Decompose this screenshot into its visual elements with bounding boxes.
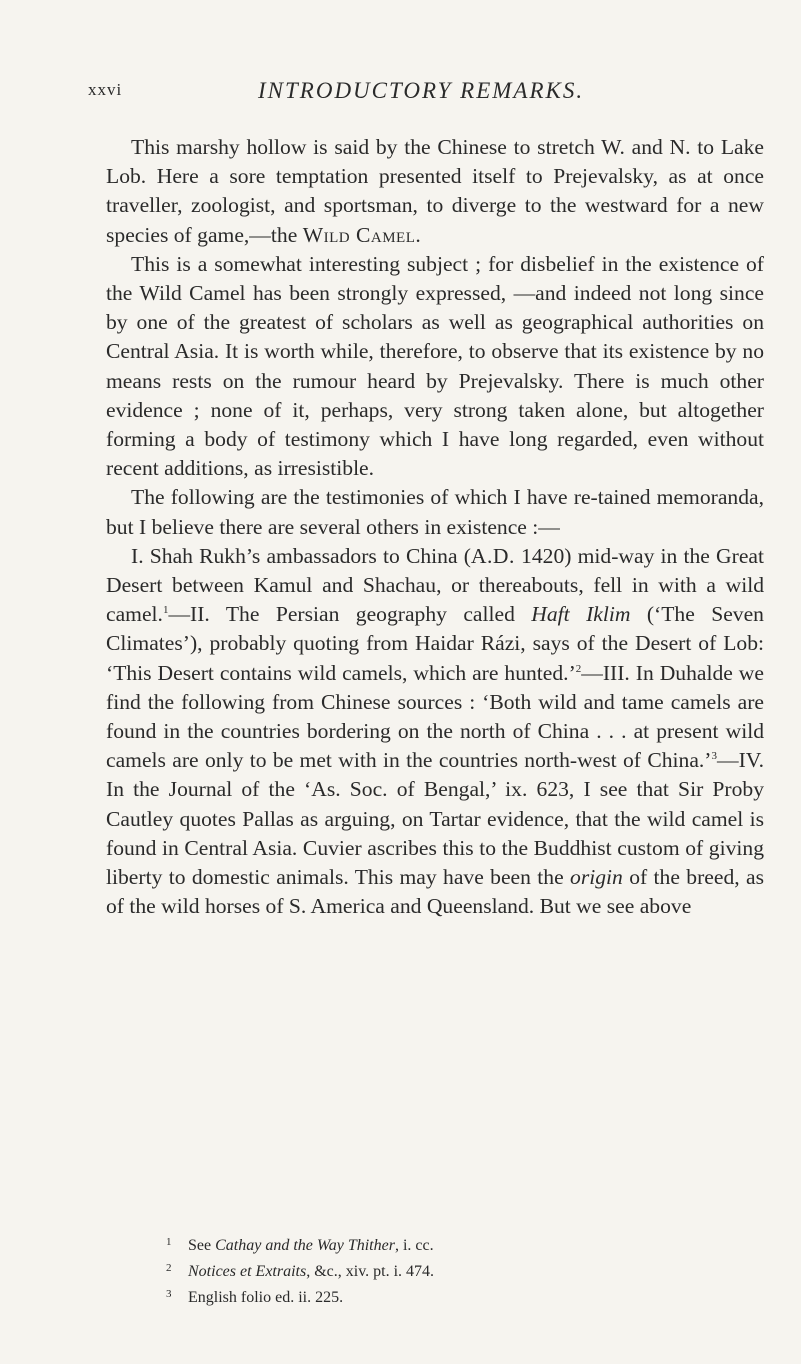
paragraph-4-text-d: (‘The Seven Climates’), probably quoting from Haidar Rázi, says of the Desert of Lob: ‘This Desert contains wild camels, which are hunted.’: [106, 602, 764, 685]
era-abbreviation: A.D.: [470, 543, 515, 568]
page-number: xxvi: [88, 80, 123, 99]
footnote-ref-3[interactable]: 3: [711, 750, 717, 763]
footnote-text: See: [188, 1237, 216, 1254]
footnote-ref-1[interactable]: 1: [162, 604, 169, 617]
footnote-2: [166, 1257, 726, 1283]
paragraph-4-text-e: —III. In Duhalde we find the following from Chinese sources : ‘Both wild and tame camels are found in the countries bordering on the north of China . . . at present wild camels are only to be met with in the countries north-west of China.’: [106, 660, 764, 773]
footnote-text: , i. cc.: [394, 1237, 434, 1254]
emphasis-origin: origin: [570, 865, 623, 890]
paragraph-3: The following are the testimonies of which I have re-tained memoranda, but I believe there are several others in existence :—: [106, 485, 764, 539]
paragraph-4-text-a: I. Shah Rukh’s ambassadors to China (: [131, 543, 471, 568]
paragraph-4-text-c: —II. The Persian geography called: [168, 602, 532, 627]
paragraph-4-text-b: 1420) mid-way in the Great Desert between Kamul and Shachau, or thereabouts, fell in with a wild camel.: [106, 543, 764, 627]
paragraph-2: This is a somewhat interesting subject ; for disbelief in the existence of the Wild Camel has been strongly expressed, —and indeed not long since by one of the greatest of scholars as well as geographical authorities on Central Asia. It is worth while, therefore, to observe that its existence by no means rests on the rumour heard by Prejevalsky. There is much other evidence ; none of it, perhaps, very strong taken alone, but altogether forming a body of testimony which I have long regarded, even without recent additions, as irresistible.: [106, 251, 764, 481]
paragraph-1-end: .: [415, 222, 421, 247]
paragraph-4-text-f: —IV. In the Journal of the ‘As. Soc. of Bengal,’ ix. 623, I see that Sir Proby Cautley quotes Pallas as arguing, on Tartar evidence, that the wild camel is found in Central Asia. Cuvier ascribes this to the Buddhist custom of giving liberty to domestic animals. This may have been the: [106, 748, 764, 890]
page-header: [88, 78, 741, 110]
paragraph-1: [106, 133, 764, 250]
footnote-title: Notices et Extraits: [188, 1263, 307, 1280]
footnote-text: , &c., xiv. pt. i. 474.: [306, 1263, 435, 1280]
footnote-ref-2[interactable]: 2: [575, 662, 582, 675]
title-haft-iklim: Haft Iklim: [531, 602, 631, 627]
body-text: [106, 133, 764, 921]
footnote-text: English folio ed. ii. 225.: [188, 1289, 344, 1306]
running-head: INTRODUCTORY REMARKS.: [258, 78, 585, 103]
footnote-mark: 2: [166, 1262, 172, 1274]
footnotes: [166, 1231, 726, 1309]
footnote-3: [166, 1283, 726, 1309]
paragraph-4: [106, 542, 764, 922]
footnote-title: Cathay and the Way Thither: [215, 1237, 395, 1254]
wild-camel-smallcaps: Wild Camel: [302, 222, 416, 247]
paragraph-1-text: This marshy hollow is said by the Chinese to stretch W. and N. to Lake Lob. Here a sore temptation presented itself to Prejevalsky, as at once traveller, zoologist, and sportsman, to diverge to the westward for a new species of game,—the: [106, 135, 764, 247]
footnote-mark: 1: [166, 1236, 172, 1248]
footnote-1: [166, 1231, 726, 1257]
paragraph-4-text-g: of the breed, as of the wild horses of S. America and Queensland. But we see above: [106, 865, 765, 919]
footnote-mark: 3: [166, 1288, 172, 1300]
